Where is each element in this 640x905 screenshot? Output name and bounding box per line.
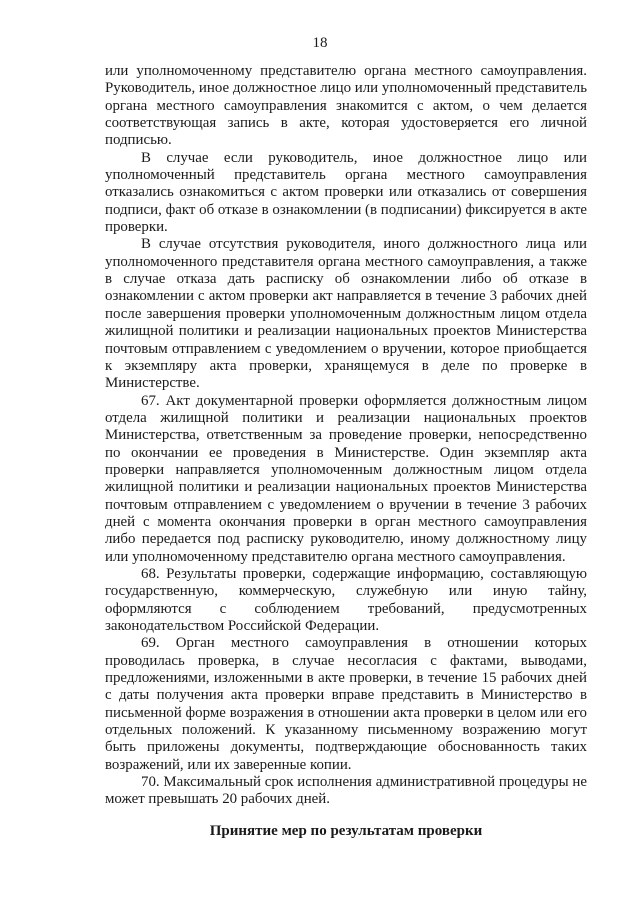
paragraph-70: 70. Максимальный срок исполнения административной процедуры не может превышать 20 рабочих дней. <box>105 774 587 808</box>
paragraph-67: 67. Акт документарной проверки оформляется должностным лицом отдела жилищной политики и реализации национальных проектов Министерства, ответственным за проведение проверки, непосредственно по окончании ее проведения в Министерстве. Один экземпляр акта проверки направляется уполномоченным должностным лицом отдела жилищной политики и реализации национальных проектов Министерства почтовым отправлением с уведомлением о вручении в течение 3 рабочих дней с момента окончания проверки в орган местного самоуправления либо передается под расписку руководителю, иному должностному лицу или уполномоченному представителю органа местного самоуправления. <box>105 392 587 565</box>
section-heading: Принятие мер по результатам проверки <box>209 823 483 839</box>
paragraph-69: 69. Орган местного самоуправления в отношении которых проводилась проверка, в случае несогласия с фактами, выводами, предложениями, изложенными в акте проверки, в течение 15 рабочих дней с даты получения акта проверки вправе представить в Министерство в письменной форме возражения в отношении акта проверки в целом или его отдельных положений. К указанному письменному возражению могут быть приложены документы, подтверждающие обоснованность таких возражений, или их заверенные копии. <box>105 635 587 773</box>
document-body <box>105 63 587 809</box>
paragraph-continuation: или уполномоченному представителю органа местного самоуправления. Руководитель, иное должностное лицо или уполномоченный представитель органа местного самоуправления знакомится с актом, о чем делается соответствующая запись в акте, которая удостоверяется его личной подписью. <box>105 63 587 149</box>
page-number: 18 <box>312 35 328 51</box>
paragraph-absence: В случае отсутствия руководителя, иного должностного лица или уполномоченного представителя органа местного самоуправления, а также в случае отказа дать расписку об ознакомлении либо об отказе в ознакомлении с актом проверки акт направляется в течение 3 рабочих дней после завершения проверки уполномоченным должностным лицом отдела жилищной политики и реализации национальных проектов Министерства почтовым отправлением с уведомлением о вручении, которое приобщается к экземпляру акта проверки, хранящемуся в деле по проверке в Министерстве. <box>105 236 587 392</box>
paragraph-refusal: В случае если руководитель, иное должностное лицо или уполномоченный представитель органа местного самоуправления отказались ознакомиться с актом проверки или отказались от совершения подписи, факт об отказе в ознакомлении (в подписании) фиксируется в акте проверки. <box>105 149 587 236</box>
paragraph-68: 68. Результаты проверки, содержащие информацию, составляющую государственную, коммерческую, служебную или иную тайну, оформляются с соблюдением требований, предусмотренных законодательством Российской Федерации. <box>105 565 587 634</box>
